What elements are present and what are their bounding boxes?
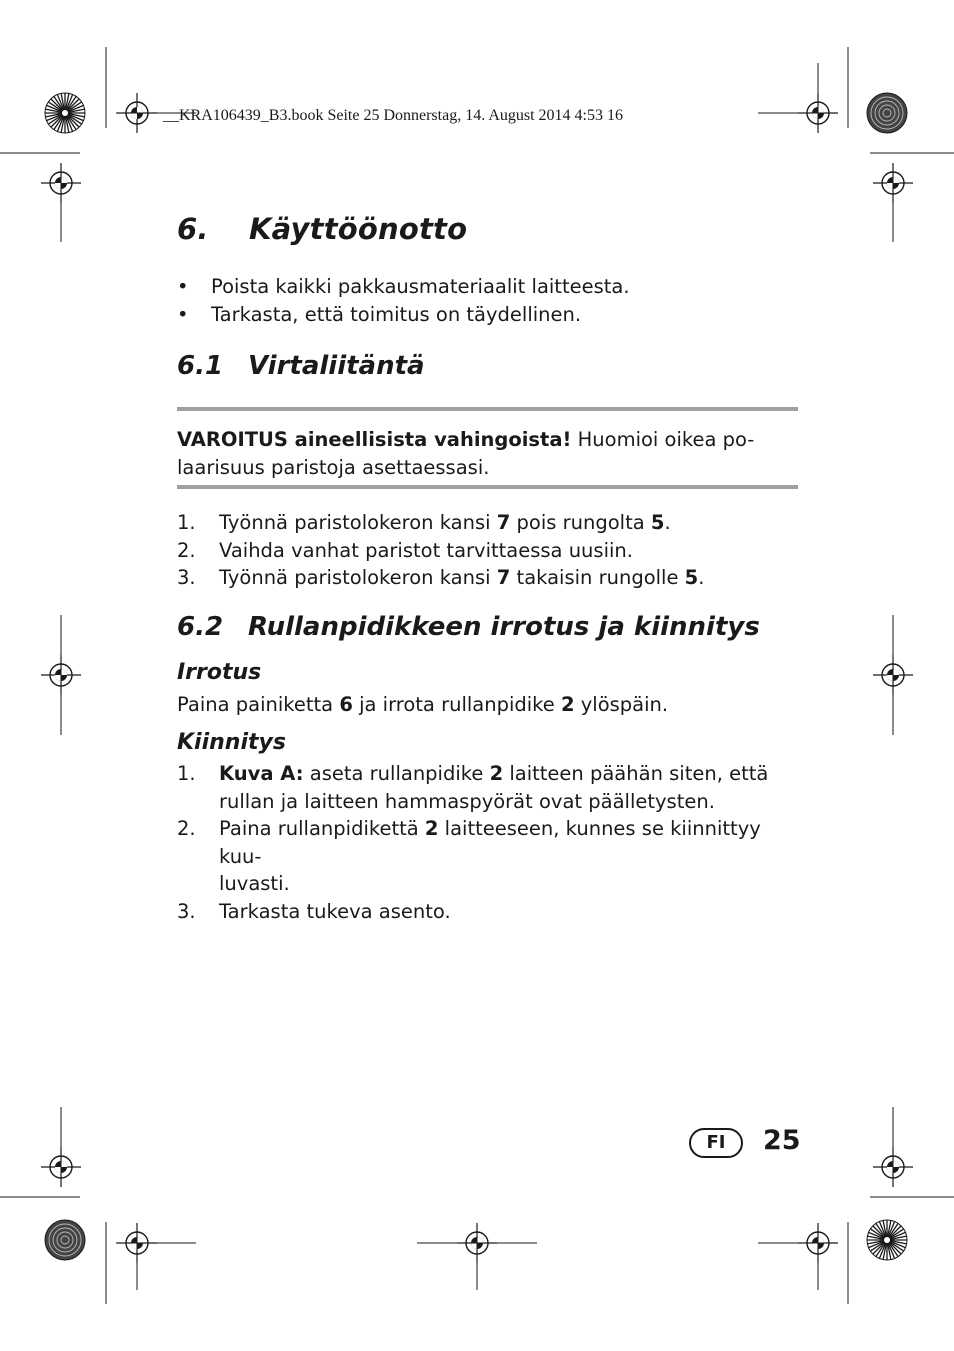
irrotus-heading: Irrotus xyxy=(177,660,262,685)
list-item: 1. Kuva A: aseta rullanpidike 2 laitteen päähän siten, että rullan ja laitteen hammaspyörät ovat päälletysten. xyxy=(177,762,769,813)
print-file-header: __KRA106439_B3.book Seite 25 Donnerstag, 14. August 2014 4:53 16 xyxy=(163,107,623,124)
section-number: 6.2 xyxy=(177,612,224,642)
section-title: Virtaliitäntä xyxy=(248,351,425,381)
warning-text: Huomioi oikea po- xyxy=(571,428,755,451)
section-title: Rullanpidikkeen irrotus ja kiinnitys xyxy=(248,612,760,642)
registration-star-mark xyxy=(867,1220,907,1260)
list-item: 3. Työnnä paristolokeron kansi 7 takaisin rungolle 5. xyxy=(177,566,705,589)
registration-star-mark xyxy=(45,93,85,133)
language-badge: FI xyxy=(689,1128,743,1158)
section-title: Käyttöönotto xyxy=(249,212,468,246)
page-number: 25 xyxy=(763,1125,801,1156)
list-item: 2. Paina rullanpidikettä 2 laitteeseen, kunnes se kiinnittyy kuu- luvasti. xyxy=(177,817,761,895)
list-item: 1. Työnnä paristolokeron kansi 7 pois rungolta 5. xyxy=(177,511,671,534)
kiinnitys-heading: Kiinnitys xyxy=(177,730,286,755)
list-item: 3. Tarkasta tukeva asento. xyxy=(177,899,451,923)
bullet-item: • Poista kaikki pakkausmateriaalit laitteesta. xyxy=(177,273,630,301)
section-number: 6.1 xyxy=(177,351,224,381)
irrotus-paragraph: Paina painiketta 6 ja irrota rullanpidike 2 ylöspäin. xyxy=(177,693,669,716)
section-number: 6. xyxy=(177,212,209,246)
registration-star-mark xyxy=(45,1220,85,1260)
bullet-item: • Tarkasta, että toimitus on täydellinen. xyxy=(177,301,630,329)
list-item: 2. Vaihda vanhat paristot tarvittaessa uusiin. xyxy=(177,538,633,562)
warning-label: VAROITUS aineellisista vahingoista! xyxy=(177,428,572,451)
registration-star-mark xyxy=(867,93,907,133)
warning-text: laarisuus paristoja asettaessasi. xyxy=(177,455,490,479)
